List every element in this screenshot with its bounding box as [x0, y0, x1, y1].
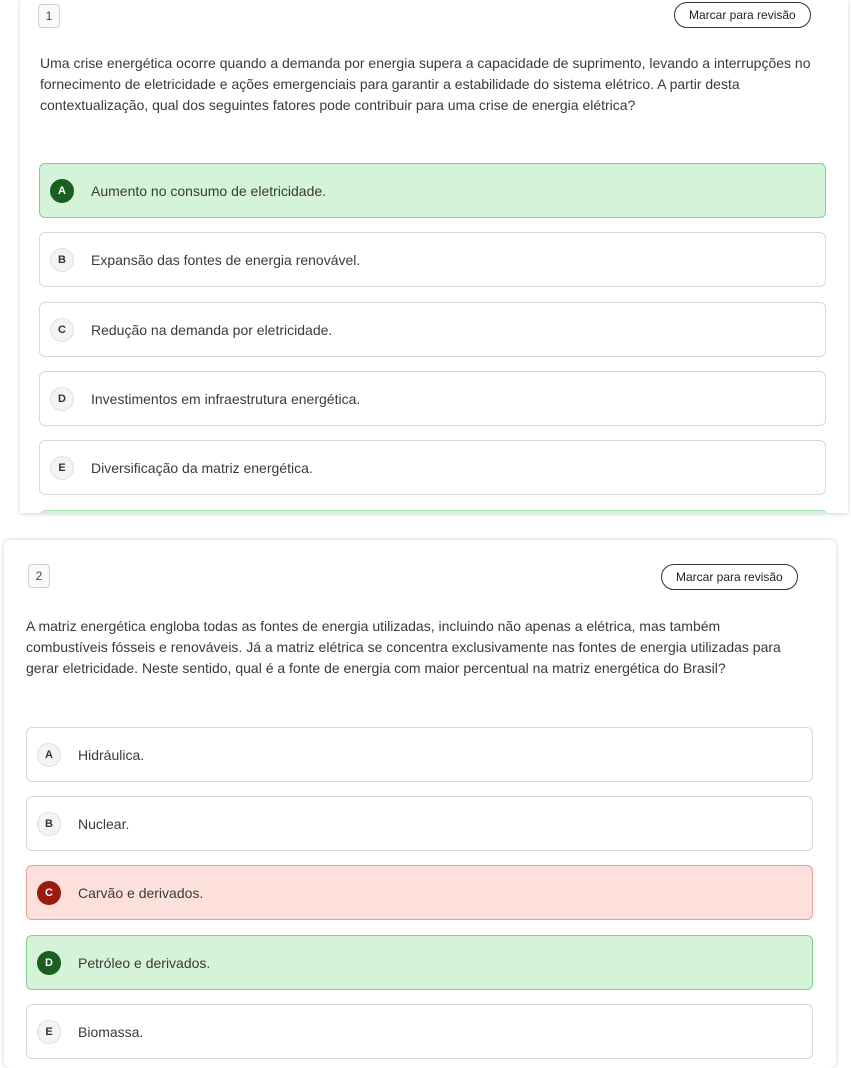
option-text: Petróleo e derivados. [78, 954, 211, 971]
option-d[interactable] [39, 371, 826, 426]
option-letter-badge: E [50, 456, 74, 480]
option-letter-badge: C [37, 881, 61, 905]
option-text: Redução na demanda por eletricidade. [91, 321, 333, 338]
question-text: Uma crise energética ocorre quando a demanda por energia supera a capacidade de suprimento, levando a interrupções no fornecimento de eletricidade e ações emergenciais para garantir a estabilidade do sistema elétrico. A partir desta contextualização, qual dos seguintes fatores pode contribuir para uma crise de energia elétrica? [40, 55, 811, 113]
option-text: Investimentos em infraestrutura energética. [91, 390, 361, 407]
next-option-peek [40, 510, 828, 513]
option-b[interactable] [39, 232, 826, 287]
question-number-badge: 2 [28, 564, 50, 588]
option-letter-badge: A [50, 179, 74, 203]
option-c[interactable] [26, 865, 813, 920]
option-letter-badge: D [37, 951, 61, 975]
option-d[interactable] [26, 935, 813, 990]
option-e[interactable] [26, 1004, 813, 1059]
option-text: Diversificação da matriz energética. [91, 459, 313, 476]
option-text: Carvão e derivados. [78, 884, 204, 901]
option-text: Aumento no consumo de eletricidade. [91, 182, 327, 199]
question-number-badge: 1 [38, 4, 60, 28]
option-text: Hidráulica. [78, 746, 145, 763]
option-text: Biomassa. [78, 1023, 144, 1040]
option-letter-badge: E [37, 1020, 61, 1044]
question-text: A matriz energética engloba todas as fontes de energia utilizadas, incluindo não apenas a elétrica, mas também combustíveis fósseis e renováveis. Já a matriz elétrica se concentra exclusivamente nas fontes de energia utilizadas para gerar eletricidade. Neste sentido, qual é a fonte de energia com maior percentual na matriz energética do Brasil? [26, 618, 781, 676]
option-text: Nuclear. [78, 815, 130, 832]
option-letter-badge: B [37, 812, 61, 836]
option-text: Expansão das fontes de energia renovável. [91, 251, 361, 268]
option-b[interactable] [26, 796, 813, 851]
mark-for-review-button[interactable]: Marcar para revisão [674, 2, 811, 28]
mark-for-review-button[interactable]: Marcar para revisão [661, 564, 798, 590]
option-a[interactable] [26, 727, 813, 782]
question-card-1 [20, 0, 848, 513]
option-letter-badge: A [37, 743, 61, 767]
option-letter-badge: D [50, 387, 74, 411]
option-letter-badge: C [50, 318, 74, 342]
option-a[interactable] [39, 163, 826, 218]
option-letter-badge: B [50, 248, 74, 272]
option-e[interactable] [39, 440, 826, 495]
question-card-2 [4, 540, 836, 1068]
option-c[interactable] [39, 302, 826, 357]
